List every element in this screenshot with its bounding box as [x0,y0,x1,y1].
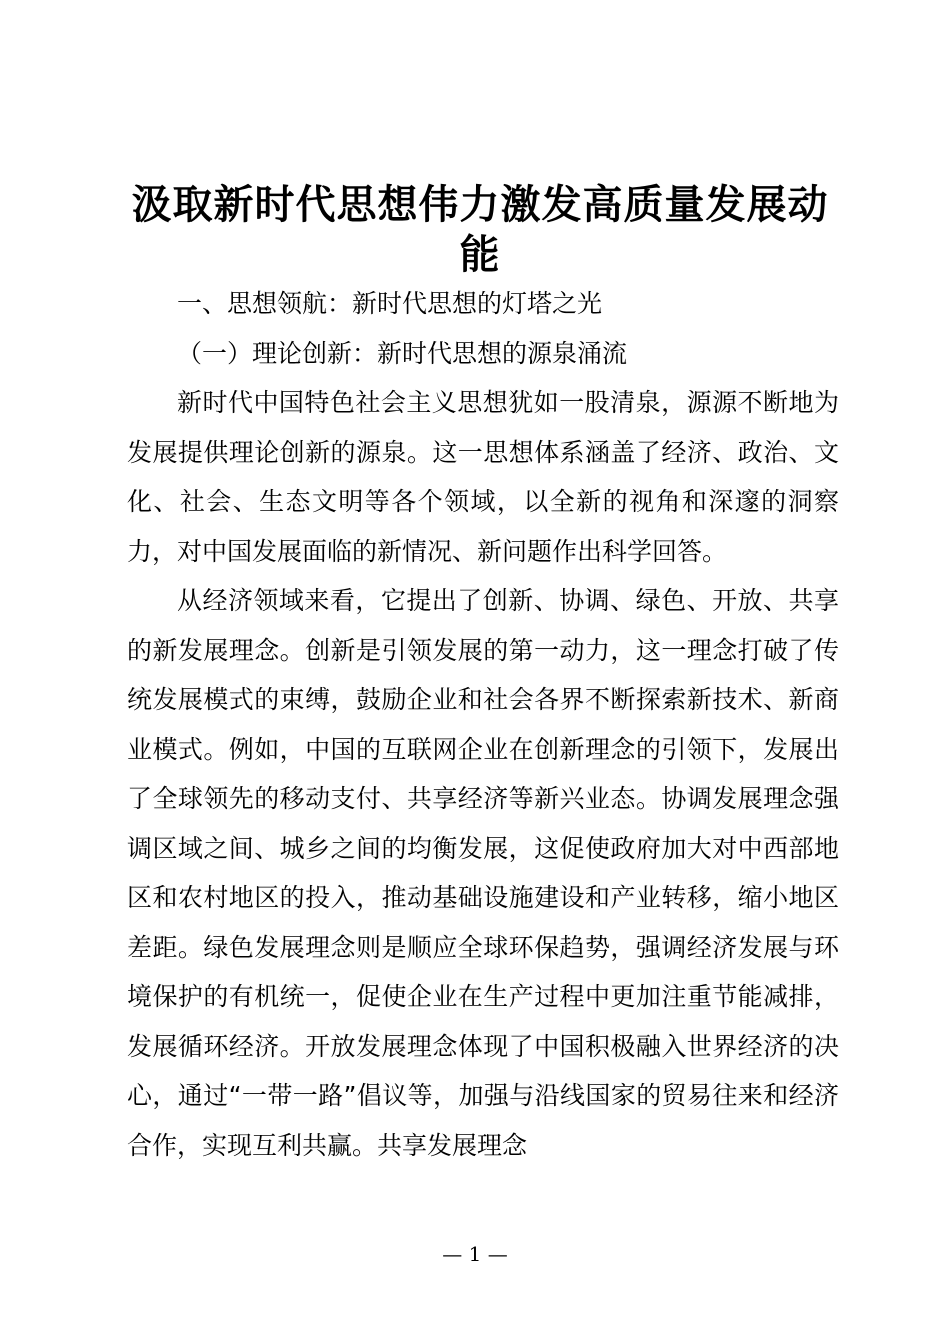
document-title: 汲取新时代思想伟力激发高质量发展动能 [131,181,829,278]
section-heading-level2: （一）理论创新：新时代思想的源泉涌流 [177,338,628,368]
page-number: — 1 — [442,1242,508,1266]
paragraph-2: 从经济领域来看，它提出了创新、协调、绿色、开放、共享的新发展理念。创新是引领发展的第一动力，这一理念打破了传统发展模式的束缚，鼓励企业和社会各界不断探索新技术、新商业模式。例如，中国的互联网企业在创新理念的引领下，发展出了全球领先的移动支付、共享经济等新兴业态。协调发展理念强调区域之间、城乡之间的均衡发展，这促使政府加大对中西部地区和农村地区的投入，推动基础设施建设和产业转移，缩小地区差距。绿色发展理念则是顺应全球环保趋势，强调经济发展与环境保护的有机统一，促使企业在生产过程中更加注重节能减排，发展循环经济。开放发展理念体现了中国积极融入世界经济的决心，通过“一带一路”倡议等，加强与沿线国家的贸易往来和经济合作，实现互利共赢。共享发展理念 [127,586,839,1160]
section-heading-level1: 一、思想领航：新时代思想的灯塔之光 [177,289,603,318]
document-body [127,279,839,1170]
paragraph-1: 新时代中国特色社会主义思想犹如一股清泉，源源不断地为发展提供理论创新的源泉。这一思想体系涵盖了经济、政治、文化、社会、生态文明等各个领域，以全新的视角和深邃的洞察力，对中国发展面临的新情况、新问题作出科学回答。 [127,388,839,566]
